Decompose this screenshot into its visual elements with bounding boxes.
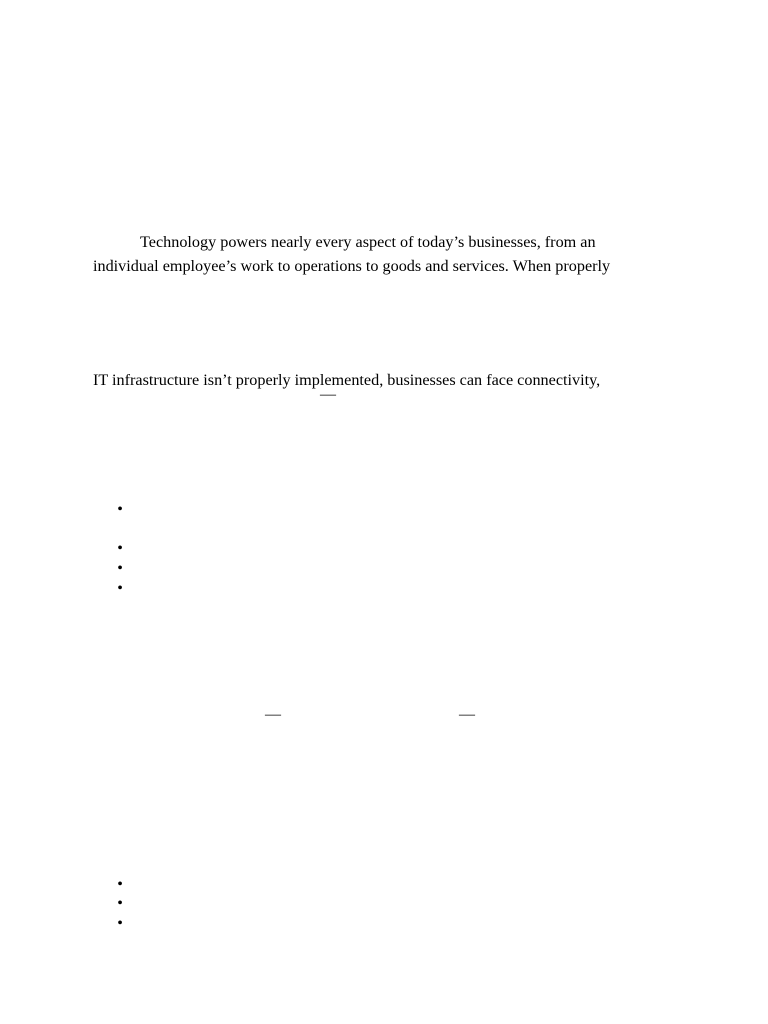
bullet-point: •: [117, 580, 123, 597]
paragraph-1-line-2: individual employee’s work to operations to goods and services. When properly: [93, 257, 611, 275]
paragraph-2-line-1: IT infrastructure isn’t properly implemented, businesses can face connectivity,: [93, 371, 601, 389]
bullet-point: •: [117, 915, 123, 932]
bullet-point: •: [117, 540, 123, 557]
bullet-point: •: [117, 895, 123, 912]
bullet-point: •: [117, 560, 123, 577]
em-dash: —: [320, 386, 336, 403]
em-dash: —: [265, 706, 281, 723]
bullet-point: •: [117, 876, 123, 893]
em-dash: —: [459, 706, 475, 723]
paragraph-1-line-1: Technology powers nearly every aspect of today’s businesses, from an: [140, 233, 596, 251]
bullet-point: •: [117, 501, 123, 518]
